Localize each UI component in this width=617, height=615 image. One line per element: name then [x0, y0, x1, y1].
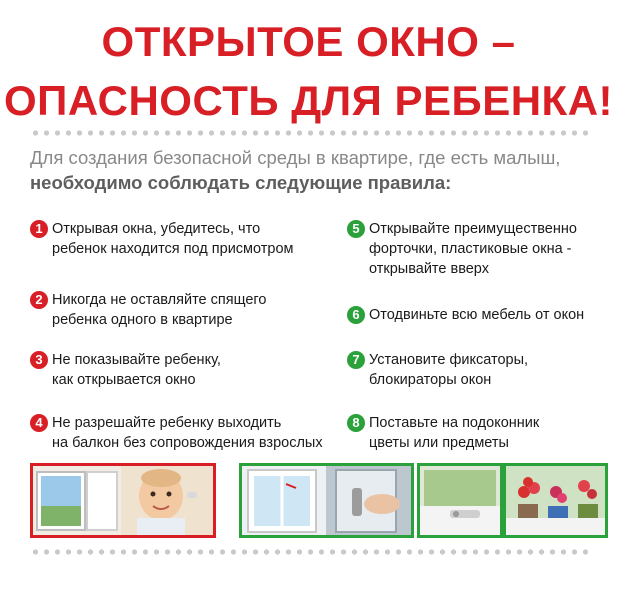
rule-number-badge: 6 — [347, 306, 365, 324]
photo-baby-at-window — [30, 463, 216, 538]
rule-text: Открывайте преимущественно форточки, пластиковые окна - открывайте вверх — [369, 221, 577, 277]
window-lock-icon — [242, 466, 411, 535]
rule-text: Не показывайте ребенку, как открывается окно — [52, 352, 221, 388]
rule-8 — [347, 413, 539, 453]
rule-text: Установите фиксаторы, блокираторы окон — [369, 352, 529, 388]
rule-number-badge: 5 — [347, 220, 365, 238]
headline-line-1: ОТКРЫТОЕ ОКНО – — [101, 18, 516, 65]
rule-2 — [30, 290, 266, 330]
rule-3 — [30, 350, 221, 390]
windowsill-flowers-image — [506, 466, 605, 535]
dotted-divider-bottom — [30, 549, 590, 555]
rule-text: Открывая окна, убедитесь, что ребенок находится под присмотром — [52, 221, 294, 257]
rule-number-badge: 7 — [347, 351, 365, 369]
rule-number-badge: 3 — [30, 351, 48, 369]
rule-1 — [30, 219, 294, 259]
rule-number-badge: 2 — [30, 291, 48, 309]
rule-text: Отодвиньте всю мебель от окон — [369, 307, 585, 323]
rule-number-badge: 8 — [347, 414, 365, 432]
rule-5 — [347, 219, 577, 279]
rule-text: Поставьте на подоконник цветы или предметы — [369, 415, 540, 451]
rule-7 — [347, 350, 528, 390]
rule-number-badge: 4 — [30, 414, 48, 432]
rule-text: Не разрешайте ребенку выходить на балкон без сопровождения взрослых — [52, 415, 323, 451]
rule-6 — [347, 305, 584, 325]
rule-4 — [30, 413, 323, 453]
headline-line-2: ОПАСНОСТЬ ДЛЯ РЕБЕНКА! — [3, 77, 614, 124]
intro-text: Для создания безопасной среды в квартире, где есть малыш, — [30, 147, 561, 168]
photo-window-lock — [239, 463, 414, 538]
photo-windowsill-flowers — [503, 463, 608, 538]
intro-text-bold: необходимо соблюдать следующие правила: — [30, 172, 452, 193]
baby-at-window-image — [33, 466, 213, 535]
rule-number-badge: 1 — [30, 220, 48, 238]
window-blocker-image — [420, 466, 500, 535]
dotted-divider-top — [30, 130, 590, 136]
photo-window-blocker — [417, 463, 503, 538]
rule-text: Никогда не оставляйте спящего ребенка одного в квартире — [52, 292, 267, 328]
